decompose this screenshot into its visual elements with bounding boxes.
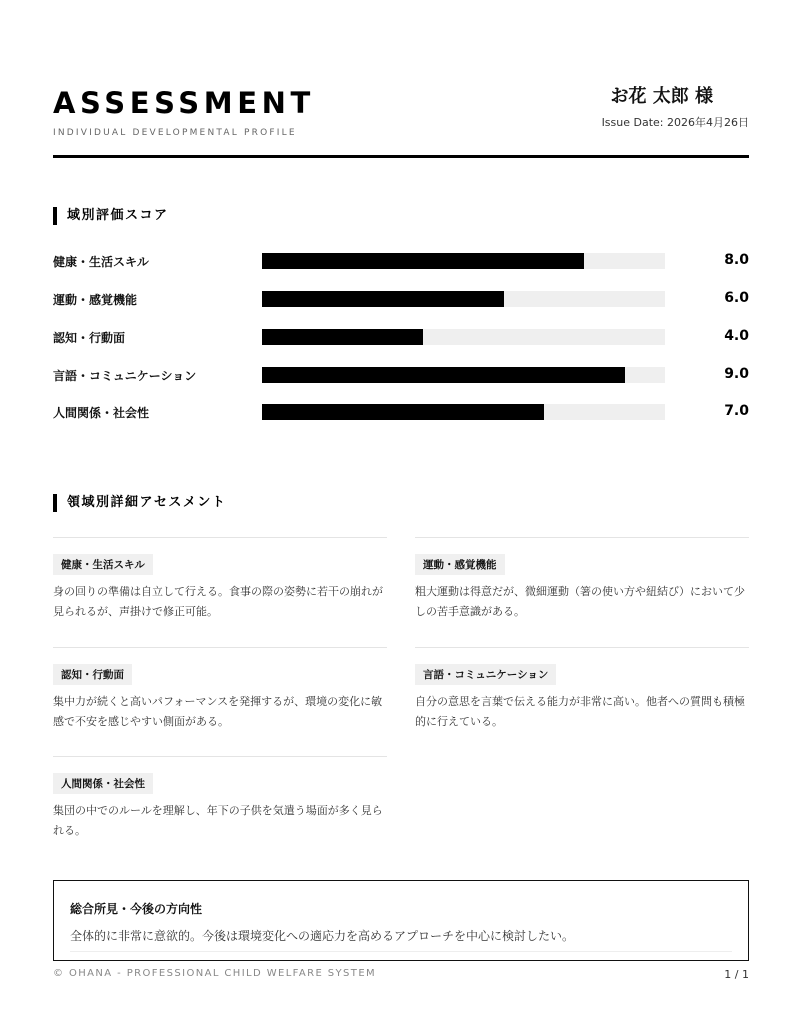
issue-date: Issue Date: 2026年4月26日 bbox=[601, 116, 749, 129]
score-bar-track bbox=[262, 253, 665, 269]
score-bar-fill bbox=[262, 291, 504, 307]
score-bar-fill bbox=[262, 253, 584, 269]
summary-text: 全体的に非常に意欲的。今後は環境変化への適応力を高めるアプローチを中心に検討したい。 bbox=[70, 929, 575, 943]
detail-card-language bbox=[415, 647, 749, 757]
detail-tag: 健康・生活スキル bbox=[53, 554, 153, 575]
score-row bbox=[53, 402, 749, 422]
detail-card-health bbox=[53, 537, 387, 647]
page-number: 1 / 1 bbox=[724, 968, 749, 981]
score-label: 運動・感覚機能 bbox=[53, 293, 138, 307]
assessment-page bbox=[53, 0, 749, 1017]
score-value: 8.0 bbox=[724, 252, 749, 268]
details-section-title: 領域別詳細アセスメント bbox=[53, 494, 226, 512]
detail-card-cognition bbox=[53, 647, 387, 757]
score-row bbox=[53, 289, 749, 309]
score-label: 認知・行動面 bbox=[53, 331, 126, 345]
patient-name: お花 太郎 様 bbox=[610, 86, 713, 107]
document-header bbox=[53, 80, 749, 158]
score-bar-track bbox=[262, 329, 665, 345]
score-label: 人間関係・社会性 bbox=[53, 406, 150, 420]
page-subtitle: INDIVIDUAL DEVELOPMENTAL PROFILE bbox=[53, 128, 297, 138]
score-bar-fill bbox=[262, 404, 544, 420]
score-row bbox=[53, 327, 749, 347]
detail-text: 集中力が続くと高いパフォーマンスを発揮するが、環境の変化に敏感で不安を感じやすい側面がある。 bbox=[53, 695, 383, 728]
detail-text: 身の回りの準備は自立して行える。食事の際の姿勢に若干の崩れが見られるが、声掛けで修正可能。 bbox=[53, 585, 383, 618]
score-bar-fill bbox=[262, 329, 423, 345]
detail-tag: 認知・行動面 bbox=[53, 664, 132, 685]
score-row bbox=[53, 365, 749, 385]
detail-text: 自分の意思を言葉で伝える能力が非常に高い。他者への質問も積極的に行えている。 bbox=[415, 695, 745, 728]
score-row bbox=[53, 251, 749, 271]
summary-title: 総合所見・今後の方向性 bbox=[70, 902, 203, 916]
detail-card-motor bbox=[415, 537, 749, 647]
detail-text: 集団の中でのルールを理解し、年下の子供を気遣う場面が多く見られる。 bbox=[53, 804, 383, 837]
score-value: 7.0 bbox=[724, 403, 749, 419]
score-bar-fill bbox=[262, 367, 625, 383]
score-bar-track bbox=[262, 367, 665, 383]
score-bar-track bbox=[262, 291, 665, 307]
detail-tag: 運動・感覚機能 bbox=[415, 554, 505, 575]
score-label: 健康・生活スキル bbox=[53, 255, 149, 269]
page-title: ASSESSMENT bbox=[53, 86, 315, 120]
score-value: 9.0 bbox=[724, 366, 749, 382]
summary-divider bbox=[70, 951, 732, 952]
score-value: 6.0 bbox=[724, 290, 749, 306]
score-label: 言語・コミュニケーション bbox=[53, 369, 197, 383]
footer-copyright: © OHANA - PROFESSIONAL CHILD WELFARE SYSTEM bbox=[53, 968, 377, 979]
score-value: 4.0 bbox=[724, 328, 749, 344]
detail-tag: 人間関係・社会性 bbox=[53, 773, 153, 794]
scores-section-title: 域別評価スコア bbox=[53, 207, 169, 225]
summary-box bbox=[53, 880, 749, 961]
score-bar-track bbox=[262, 404, 665, 420]
detail-card-social bbox=[53, 756, 387, 866]
detail-tag: 言語・コミュニケーション bbox=[415, 664, 556, 685]
detail-text: 粗大運動は得意だが、微細運動（箸の使い方や紐結び）において少しの苦手意識がある。 bbox=[415, 585, 745, 618]
